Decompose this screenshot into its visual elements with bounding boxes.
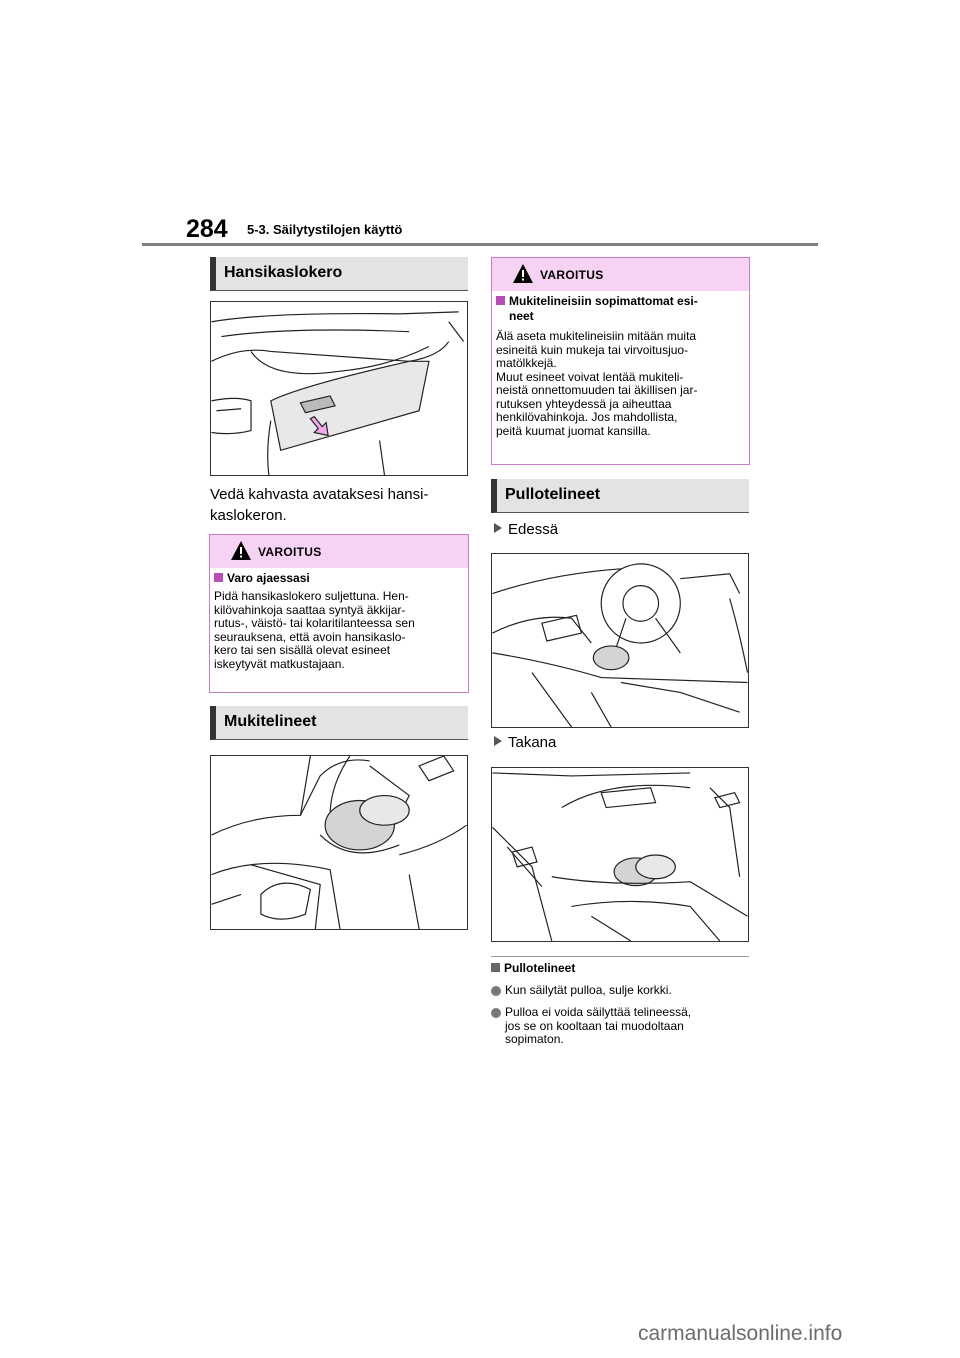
warning-line: seurauksena, että avoin hansikaslo-: [214, 629, 406, 644]
header-rule: [142, 243, 818, 246]
glovebox-instruction-line2: kaslokeron.: [210, 507, 287, 524]
note-bullet-line: Pulloa ei voida säilyttää telineessä,: [505, 1005, 692, 1019]
warning-body: [496, 330, 697, 438]
note-bullet-1: [491, 984, 672, 998]
warning-line: peitä kuumat juomat kansilla.: [496, 423, 651, 438]
warning-body: [214, 590, 415, 671]
glovebox-heading: [210, 257, 468, 291]
warning-header: [492, 258, 749, 291]
glovebox-illustration: [210, 301, 468, 476]
note-bullet-2: [491, 1006, 691, 1047]
warning-box-cupholder: [491, 257, 750, 465]
section-title: 5-3. Säilytystilojen käyttö: [247, 222, 403, 237]
cupholder-heading: [210, 706, 468, 740]
front-label: [494, 521, 558, 538]
bottle-holder-heading: [491, 479, 749, 513]
bullet-dot-icon: [491, 1008, 501, 1018]
warning-label: VAROITUS: [540, 268, 604, 282]
arrow-right-icon: [494, 523, 502, 533]
warning-line: iskeytyvät matkustajaan.: [214, 656, 345, 671]
note-bullet-line: sopimaton.: [505, 1032, 564, 1046]
page-number: 284: [186, 215, 228, 243]
glovebox-heading-text: Hansikaslokero: [224, 264, 343, 281]
warning-triangle-icon: [230, 540, 252, 562]
warning-triangle-icon: [512, 263, 534, 285]
bottle-holder-heading-text: Pullotelineet: [505, 486, 601, 503]
warning-line: henkilövahinkoja. Jos mahdollista,: [496, 410, 678, 424]
watermark: carmanualsonline.info: [638, 1322, 843, 1345]
warning-line: Älä aseta mukitelineisiin mitään muita: [496, 329, 697, 343]
warning-line: rutus-, väistö- tai kolaritilanteessa sen: [214, 616, 415, 630]
warning-line: rutuksen yhteydessä ja aiheuttaa: [496, 396, 672, 411]
rear-label: [494, 734, 556, 751]
front-bottle-holder-illustration: [491, 553, 749, 728]
section-divider: [491, 956, 749, 957]
rear-label-text: Takana: [508, 734, 557, 751]
warning-line: Muut esineet voivat lentää mukiteli-: [496, 369, 684, 384]
warning-subheading: [214, 571, 310, 586]
warning-subheading-line1: Mukitelineisiin sopimattomat esi-: [509, 294, 698, 308]
cupholder-illustration: [210, 755, 468, 930]
square-bullet-icon: [496, 296, 505, 305]
warning-label: VAROITUS: [258, 545, 322, 559]
glovebox-instruction-line1: Vedä kahvasta avataksesi hansi-: [210, 486, 429, 503]
warning-box-glovebox: [209, 534, 469, 693]
warning-line: Pidä hansikaslokero suljettuna. Hen-: [214, 589, 409, 603]
warning-line: esineitä kuin mukeja tai virvoitusjuo-: [496, 342, 689, 357]
warning-line: neistä onnettomuuden tai äkillisen jar-: [496, 383, 698, 397]
square-bullet-icon: [214, 573, 223, 582]
cupholder-heading-text: Mukitelineet: [224, 713, 317, 730]
warning-header: [210, 535, 468, 568]
warning-line: kilövahinkoja saattaa syntyä äkkijar-: [214, 602, 406, 617]
arrow-right-icon: [494, 736, 502, 746]
front-label-text: Edessä: [508, 521, 559, 538]
note-heading: [491, 961, 575, 975]
warning-subheading-text: Varo ajaessasi: [227, 571, 310, 585]
rear-bottle-holder-illustration: [491, 767, 749, 942]
warning-line: matölkkejä.: [496, 356, 557, 370]
warning-subheading: [496, 294, 698, 324]
warning-subheading-line2: neet: [509, 309, 534, 323]
note-bullet-text: Kun säilytät pulloa, sulje korkki.: [505, 983, 672, 997]
bullet-dot-icon: [491, 986, 501, 996]
note-bullet-line: jos se on kooltaan tai muodoltaan: [505, 1018, 684, 1033]
square-bullet-icon: [491, 963, 500, 972]
note-heading-text: Pullotelineet: [504, 961, 576, 975]
warning-line: kero tai sen sisällä olevat esineet: [214, 643, 391, 657]
